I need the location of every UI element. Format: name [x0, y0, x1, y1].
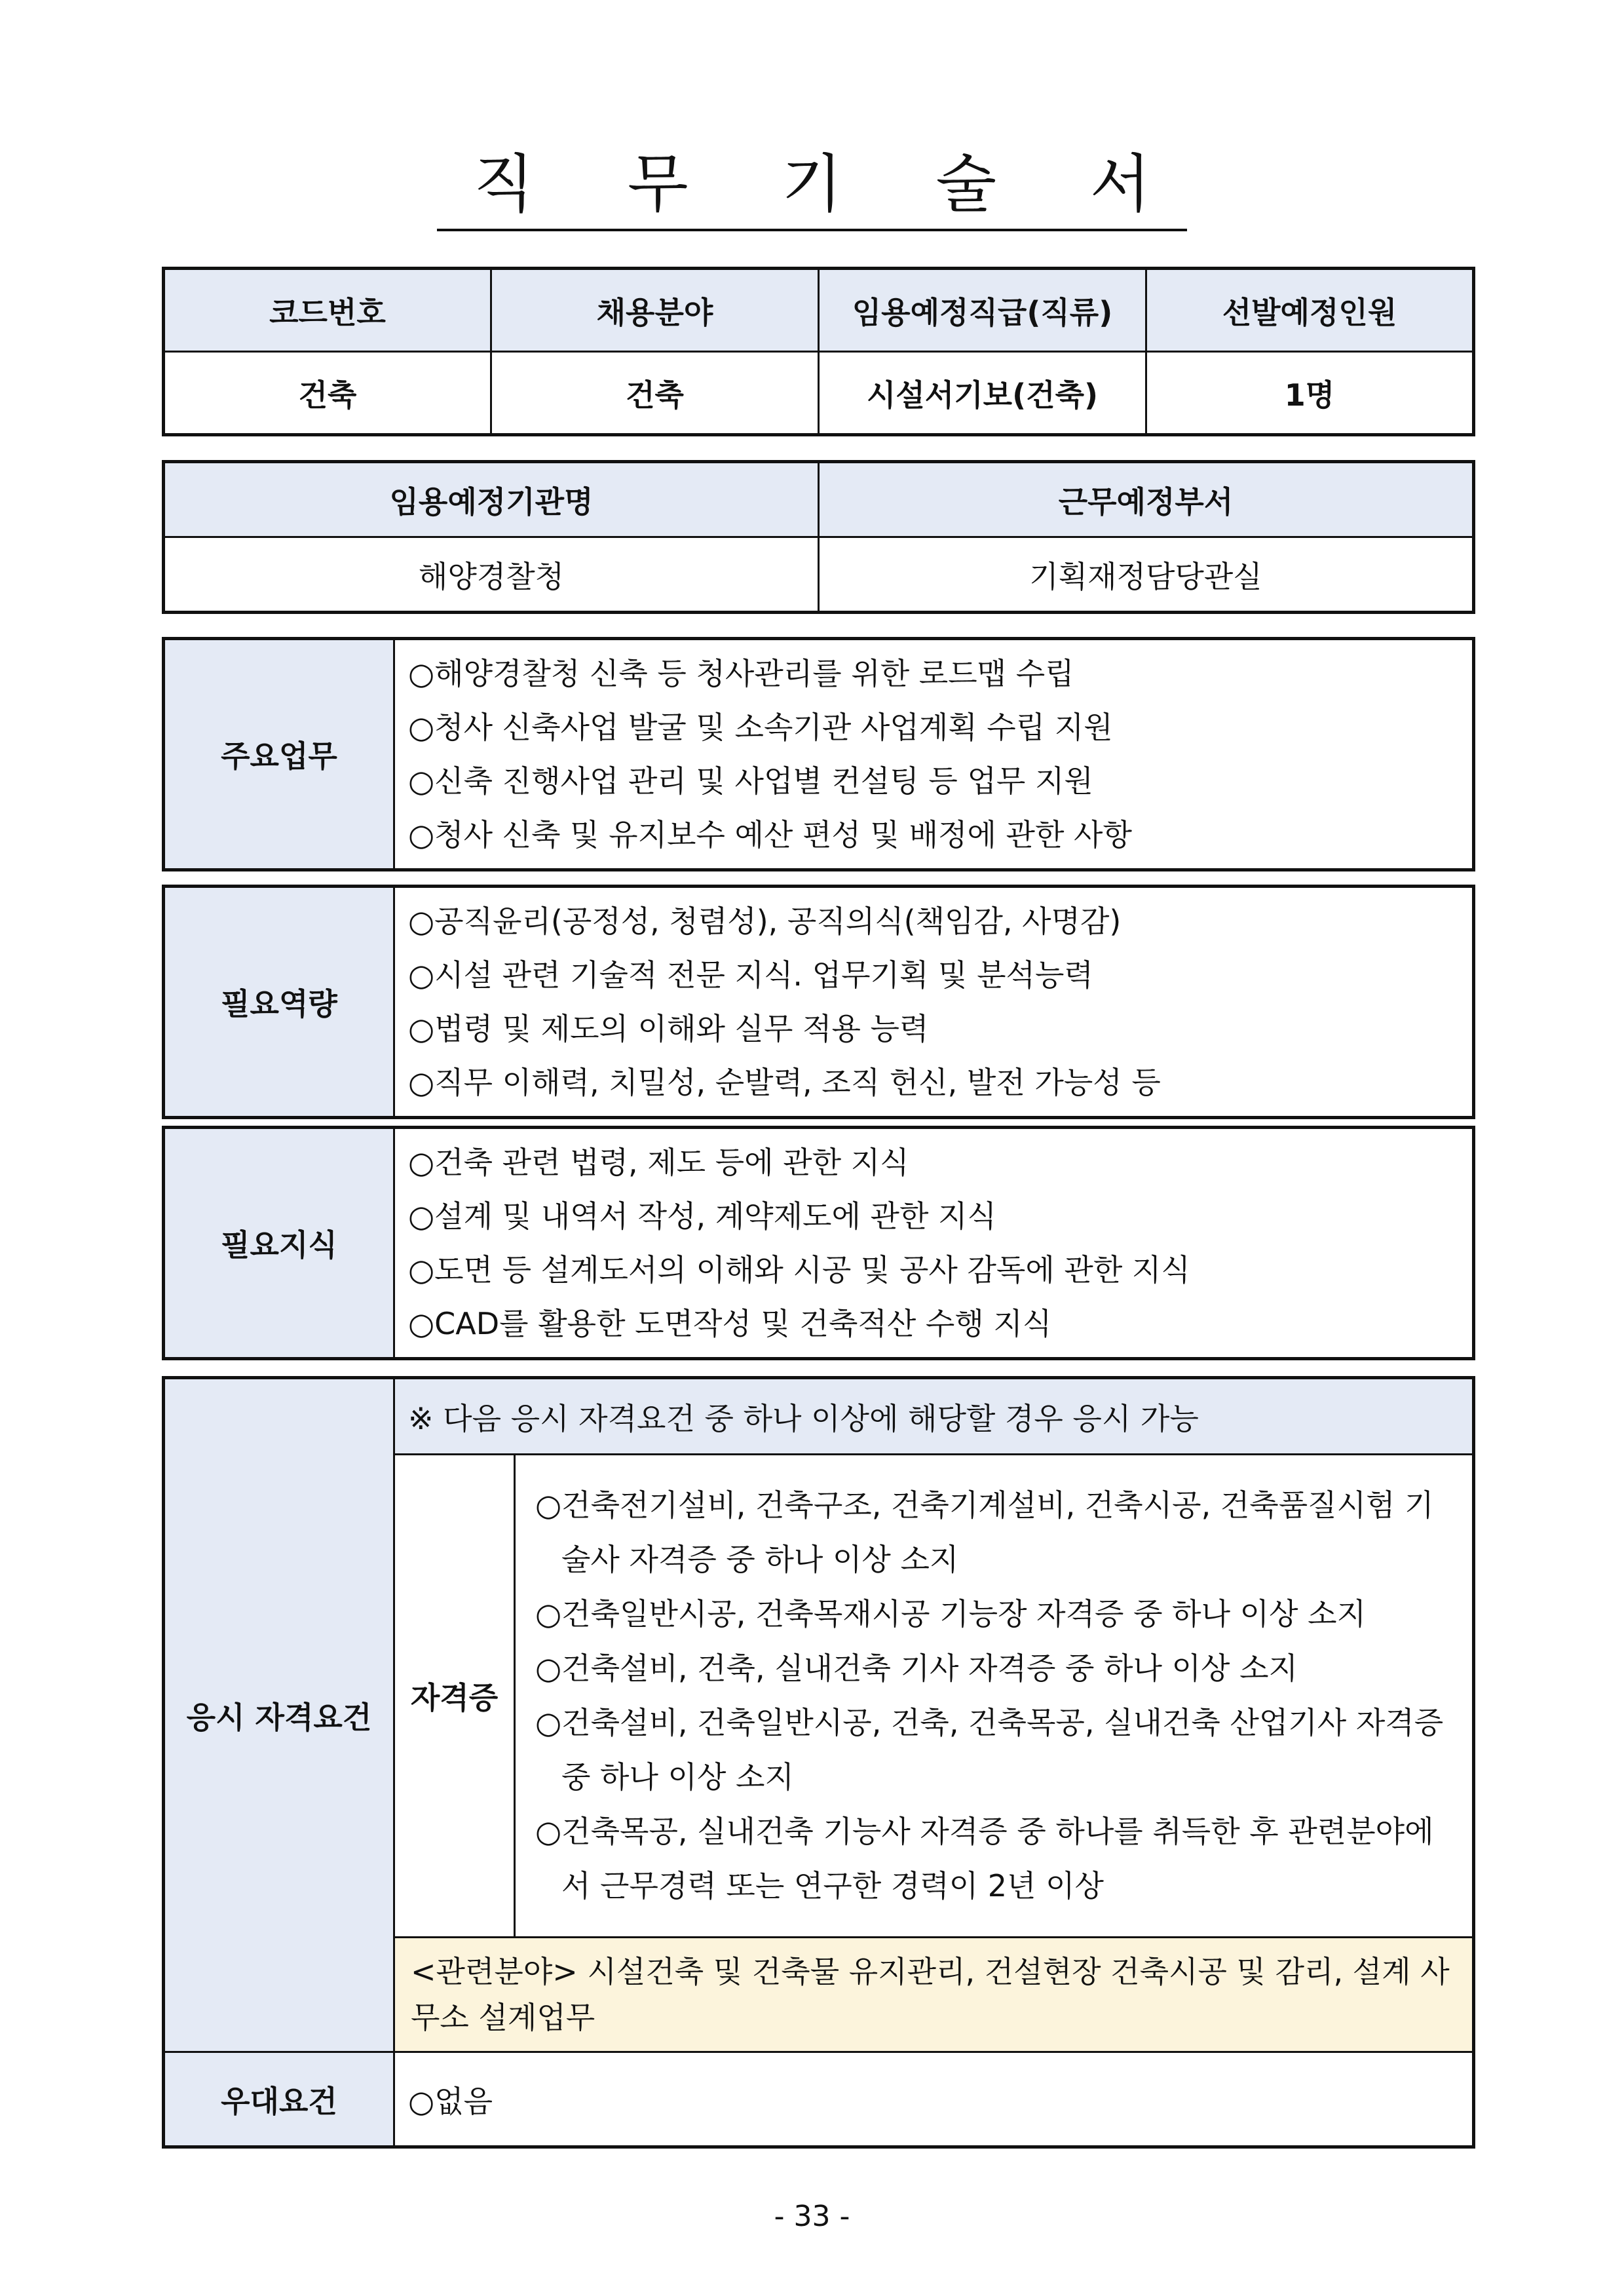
certificate-label: 자격증 — [394, 1455, 515, 1938]
preference-label: 우대요건 — [164, 2052, 394, 2147]
header-field: 채용분야 — [491, 269, 819, 352]
list-item: ○건축설비, 건축일반시공, 건축, 건축목공, 실내건축 산업기사 자격증 중 하나 이상 소지 — [535, 1705, 1444, 1795]
list-item: ○해양경찰청 신축 등 청사관리를 위한 로드맵 수립 — [408, 656, 1074, 691]
list-item: ○건축 관련 법령, 제도 등에 관한 지식 — [408, 1145, 909, 1180]
eligibility-table — [162, 1376, 1475, 2149]
list-item: ○직무 이해력, 치밀성, 순발력, 조직 헌신, 발전 가능성 등 — [408, 1065, 1161, 1100]
list-item: ○건축전기설비, 건축구조, 건축기계설비, 건축시공, 건축품질시험 기술사 자격증 중 하나 이상 소지 — [535, 1487, 1434, 1577]
value-headcount: 1명 — [1146, 352, 1474, 435]
list-item: ○법령 및 제도의 이해와 실무 적용 능력 — [408, 1011, 929, 1046]
header-department: 근무예정부서 — [819, 462, 1474, 537]
list-item: ○시설 관련 기술적 전문 지식. 업무기획 및 분석능력 — [408, 957, 1093, 993]
list-item: ○설계 및 내역서 작성, 계약제도에 관한 지식 — [408, 1198, 996, 1234]
header-code: 코드번호 — [164, 269, 491, 352]
value-agency: 해양경찰청 — [164, 537, 819, 613]
competencies-label: 필요역량 — [164, 887, 394, 1118]
knowledge-table — [162, 1126, 1475, 1360]
related-fields-note: <관련분야> 시설건축 및 건축물 유지관리, 건설현장 건축시공 및 감리, 설계 사무소 설계업무 — [394, 1938, 1474, 2052]
eligibility-note: ※ 다음 응시 자격요건 중 하나 이상에 해당할 경우 응시 가능 — [394, 1378, 1474, 1455]
list-item: ○공직윤리(공정성, 청렴성), 공직의식(책임감, 사명감) — [408, 904, 1122, 939]
list-item: ○청사 신축 및 유지보수 예산 편성 및 배정에 관한 사항 — [408, 817, 1132, 852]
page-number: - 33 - — [774, 2200, 850, 2233]
value-grade: 시설서기보(건축) — [819, 352, 1146, 435]
agency-table — [162, 460, 1475, 614]
page-title: 직 무 기 술 서 — [0, 147, 1624, 231]
main-duties-label: 주요업무 — [164, 639, 394, 870]
main-duties-table — [162, 637, 1475, 871]
header-agency: 임용예정기관명 — [164, 462, 819, 537]
preference-value: ○없음 — [394, 2052, 1474, 2147]
list-item: ○신축 진행사업 관리 및 사업별 컨설팅 등 업무 지원 — [408, 763, 1093, 799]
eligibility-label: 응시 자격요건 — [164, 1378, 394, 2052]
value-department: 기획재정담당관실 — [819, 537, 1474, 613]
competencies-table — [162, 885, 1475, 1119]
list-item: ○건축설비, 건축, 실내건축 기사 자격증 중 하나 이상 소지 — [535, 1651, 1298, 1686]
position-info-table — [162, 267, 1475, 436]
main-duties-list — [394, 639, 1474, 870]
list-item: ○건축일반시공, 건축목재시공 기능장 자격증 중 하나 이상 소지 — [535, 1596, 1367, 1632]
header-headcount: 선발예정인원 — [1146, 269, 1474, 352]
knowledge-label: 필요지식 — [164, 1128, 394, 1359]
list-item: ○CAD를 활용한 도면작성 및 건축적산 수행 지식 — [408, 1306, 1052, 1341]
list-item: ○청사 신축사업 발굴 및 소속기관 사업계획 수립 지원 — [408, 710, 1113, 745]
header-grade: 임용예정직급(직류) — [819, 269, 1146, 352]
list-item: ○도면 등 설계도서의 이해와 시공 및 공사 감독에 관한 지식 — [408, 1252, 1190, 1288]
knowledge-list — [394, 1128, 1474, 1359]
certificate-list — [515, 1455, 1474, 1938]
value-code: 건축 — [164, 352, 491, 435]
list-item: ○건축목공, 실내건축 기능사 자격증 중 하나를 취득한 후 관련분야에서 근무경력 또는 연구한 경력이 2년 이상 — [535, 1814, 1434, 1904]
value-field: 건축 — [491, 352, 819, 435]
competencies-list — [394, 887, 1474, 1118]
